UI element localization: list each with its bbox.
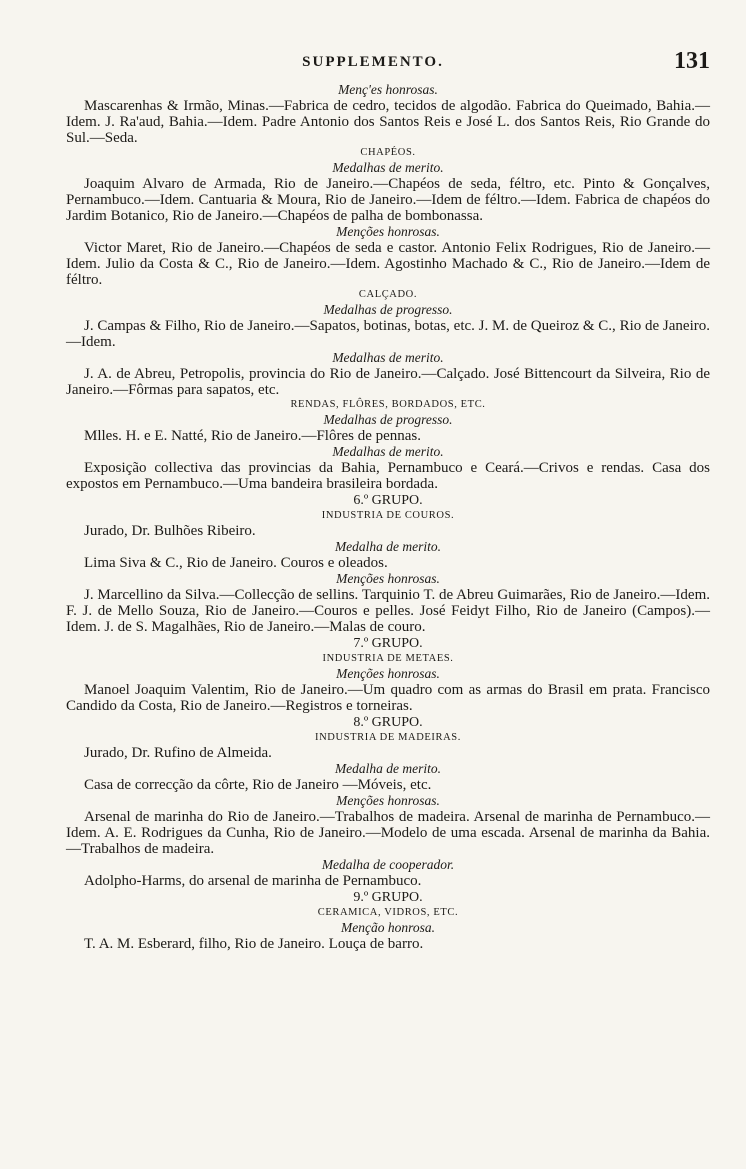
entry-paragraph: J. Campas & Filho, Rio de Janeiro.—Sapatos, botinas, botas, etc. J. M. de Queiroz & C., Rio de Janeiro.—Idem. <box>66 318 710 350</box>
entry-paragraph: Adolpho-Harms, do arsenal de marinha de Pernambuco. <box>84 873 422 889</box>
entry-paragraph: Mlles. H. e E. Natté, Rio de Janeiro.—Flôres de pennas. <box>84 428 422 444</box>
award-heading: Menções honrosas. <box>336 666 440 681</box>
category-heading: CHAPÉOS. <box>360 147 416 158</box>
entry-paragraph: Arsenal de marinha do Rio de Janeiro.—Trabalhos de madeira. Arsenal de marinha de Pernambuco.—Idem. A. E. Rodrigues da Cunha, Rio de Janeiro.—Modelo de uma escada. Arsenal de marinha da Bahia.—Trabalhos de madeira. <box>66 809 710 857</box>
category-heading: CERAMICA, VIDROS, ETC. <box>317 907 459 918</box>
category-heading: INDUSTRIA DE METAES. <box>322 653 454 664</box>
award-heading: Menção honrosa. <box>341 920 435 935</box>
award-heading: Menções honrosas. <box>336 571 440 586</box>
entry-paragraph: J. A. de Abreu, Petropolis, provincia do Rio de Janeiro.—Calçado. José Bittencourt da Silveira, Rio de Janeiro.—Fôrmas para sapatos, etc. <box>66 366 710 398</box>
award-heading: Medalhas de merito. <box>332 160 444 175</box>
entry-paragraph: Joaquim Alvaro de Armada, Rio de Janeiro.—Chapéos de seda, féltro, etc. Pinto & Gonçalves, Pernambuco.—Idem. Cantuaria & Moura, Rio de Janeiro.—Idem de féltro.—Idem. Fabrica de chapéos do Jardim Botanico, Rio de Janeiro.—Chapéos de palha de bombonassa. <box>66 176 710 224</box>
running-title: SUPPLEMENTO. <box>302 54 444 70</box>
category-heading: RENDAS, FLÔRES, BORDADOS, ETC. <box>290 399 486 410</box>
award-heading: Medalhas de progresso. <box>323 412 453 427</box>
award-heading: Menções honrosas. <box>336 224 440 239</box>
jury-line: Jurado, Dr. Bulhões Ribeiro. <box>84 523 256 539</box>
page-number: 131 <box>674 48 710 74</box>
award-heading: Medalha de cooperador. <box>321 857 455 872</box>
award-heading: Medalhas de progresso. <box>323 302 453 317</box>
entry-paragraph: Mascarenhas & Irmão, Minas.—Fabrica de cedro, tecidos de algodão. Fabrica do Queimado, Bahia.—Idem. J. Ra'aud, Bahia.—Idem. Padre Antonio dos Santos Reis e José L. dos Santos Reis, Rio Grande do Sul.—Seda. <box>66 98 710 146</box>
entry-paragraph: Exposição collectiva das provincias da Bahia, Pernambuco e Ceará.—Crivos e rendas. Casa dos expostos em Pernambuco.—Uma bandeira brasileira bordada. <box>66 460 710 492</box>
category-heading: INDUSTRIA DE MADEIRAS. <box>315 732 461 743</box>
entry-paragraph: Victor Maret, Rio de Janeiro.—Chapéos de seda e castor. Antonio Felix Rodrigues, Rio de Janeiro.—Idem. Julio da Costa & C., Rio de Janeiro.—Idem. Agostinho Machado & C., Rio de Janeiro.—Idem de féltro. <box>66 240 710 288</box>
group-heading: 6.º GRUPO. <box>353 493 423 508</box>
group-heading: 7.º GRUPO. <box>353 636 423 651</box>
award-heading: Medalha de merito. <box>334 761 442 776</box>
entry-paragraph: Manoel Joaquim Valentim, Rio de Janeiro.—Um quadro com as armas do Brasil em prata. Francisco Candido da Costa, Rio de Janeiro.—Registros e torneiras. <box>66 682 710 714</box>
page-body <box>66 82 710 952</box>
entry-paragraph: Casa de correcção da côrte, Rio de Janeiro —Móveis, etc. <box>84 777 432 793</box>
category-heading: CALÇADO. <box>358 289 418 300</box>
award-heading: Medalhas de merito. <box>332 350 444 365</box>
award-heading: Medalha de merito. <box>334 539 442 554</box>
group-heading: 8.º GRUPO. <box>353 715 423 730</box>
entry-paragraph: J. Marcellino da Silva.—Collecção de sellins. Tarquinio T. de Abreu Guimarães, Rio de Janeiro.—Idem. F. J. de Mello Souza, Rio de Janeiro.—Couros e pelles. José Feidyt Filho, Rio de Janeiro (Campos).—Idem. J. de S. Magalhães, Rio de Janeiro.—Malas de couro. <box>66 587 710 635</box>
award-heading: Menç'es honrosas. <box>338 82 438 97</box>
award-heading: Menções honrosas. <box>336 793 440 808</box>
category-heading: INDUSTRIA DE COUROS. <box>321 510 455 521</box>
award-heading: Medalhas de merito. <box>332 444 444 459</box>
group-heading: 9.º GRUPO. <box>353 890 423 905</box>
entry-paragraph: Lima Siva & C., Rio de Janeiro. Couros e oleados. <box>84 555 388 571</box>
page-header <box>0 48 746 78</box>
entry-paragraph: T. A. M. Esberard, filho, Rio de Janeiro. Louça de barro. <box>84 936 424 952</box>
jury-line: Jurado, Dr. Rufino de Almeida. <box>84 745 272 761</box>
